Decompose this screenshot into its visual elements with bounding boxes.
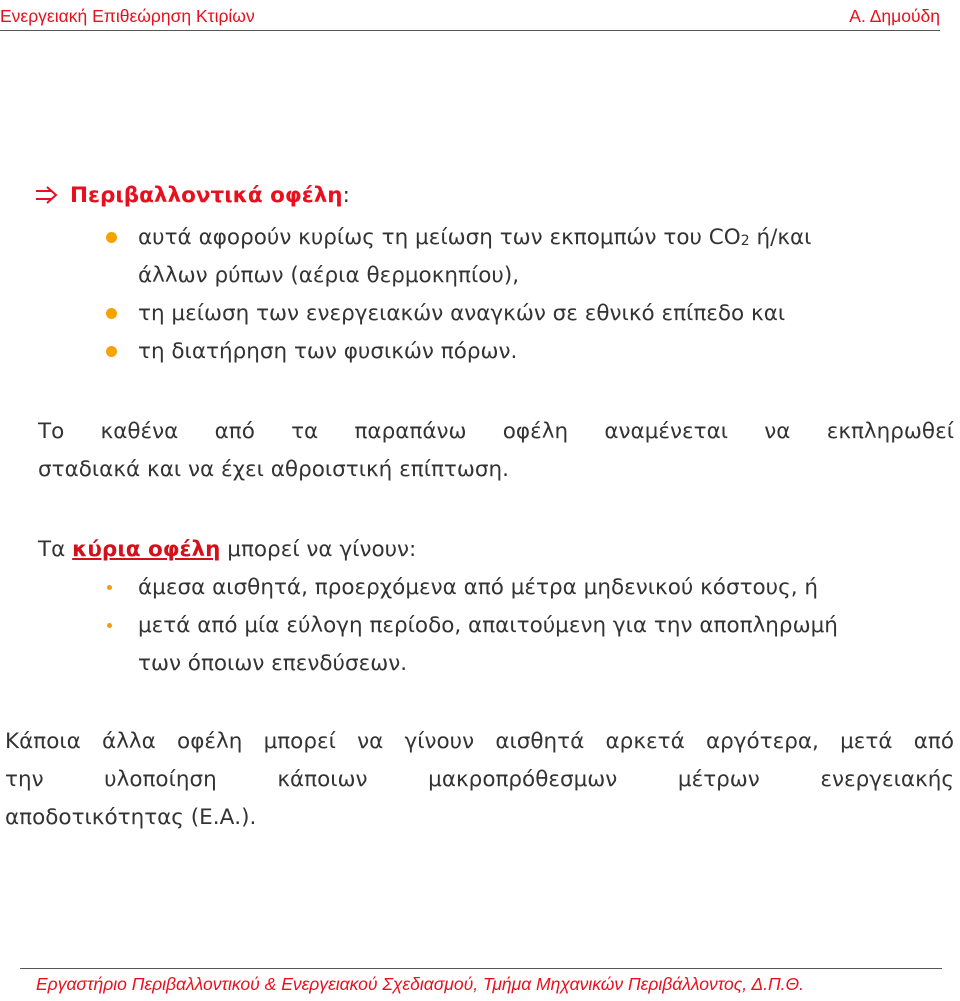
- emphasis-text: κύρια οφέλη: [72, 537, 221, 562]
- double-arrow-icon: [34, 185, 60, 205]
- subscript: 2: [740, 233, 750, 249]
- list-item: άμεσα αισθητά, προερχόμενα από μέτρα μηδενικού κόστους, ή: [138, 575, 819, 600]
- section-heading-colon: :: [342, 183, 350, 208]
- bullet-icon: [107, 585, 112, 590]
- list-item-continuation: άλλων ρύπων (αέρια θερμοκηπίου),: [138, 263, 520, 288]
- list-item: μετά από μία εύλογη περίοδο, απαιτούμενη για την αποπληρωμή: [138, 613, 838, 638]
- paragraph-line: την υλοποίηση κάποιων μακροπρόθεσμων μέτρων ενεργειακής: [5, 767, 954, 792]
- bullet-icon: [106, 232, 117, 243]
- bullet-icon: [106, 346, 117, 357]
- bullet-icon: [106, 308, 117, 319]
- header-title: Ενεργειακή Επιθεώρηση Κτιρίων: [0, 6, 255, 26]
- intro-text: μπορεί να γίνουν:: [220, 537, 417, 562]
- page-footer: Εργαστήριο Περιβαλλοντικού & Ενεργειακού Σχεδιασμού, Τμήμα Μηχανικών Περιβάλλοντος, Δ.Π.Θ.: [36, 974, 804, 994]
- list-item-text: ή/και: [749, 225, 812, 250]
- intro-text: Τα: [38, 537, 73, 562]
- paragraph-line: σταδιακά και να έχει αθροιστική επίπτωση.: [38, 457, 509, 482]
- footer-rule: [20, 968, 942, 969]
- list-item: [138, 224, 811, 252]
- section-intro: [38, 536, 416, 564]
- paragraph-line: Κάποια άλλα οφέλη μπορεί να γίνουν αισθητά αρκετά αργότερα, μετά από: [5, 729, 954, 754]
- paragraph-line: αποδοτικότητας (Ε.Α.).: [5, 805, 257, 830]
- section-heading-text: Περιβαλλοντικά οφέλη: [70, 183, 343, 208]
- list-item: τη μείωση των ενεργειακών αναγκών σε εθνικό επίπεδο και: [138, 301, 786, 326]
- header-rule: [0, 30, 940, 31]
- list-item-continuation: των όποιων επενδύσεων.: [138, 651, 408, 676]
- header-author: Α. Δημούδη: [849, 6, 940, 26]
- section-heading: [70, 182, 350, 210]
- list-item-text: αυτά αφορούν κυρίως τη μείωση των εκπομπών του CO: [138, 225, 741, 250]
- paragraph-line: Το καθένα από τα παραπάνω οφέλη αναμένεται να εκπληρωθεί: [38, 419, 954, 444]
- bullet-icon: [107, 623, 112, 628]
- page-header: [0, 6, 960, 28]
- list-item: τη διατήρηση των φυσικών πόρων.: [138, 339, 518, 364]
